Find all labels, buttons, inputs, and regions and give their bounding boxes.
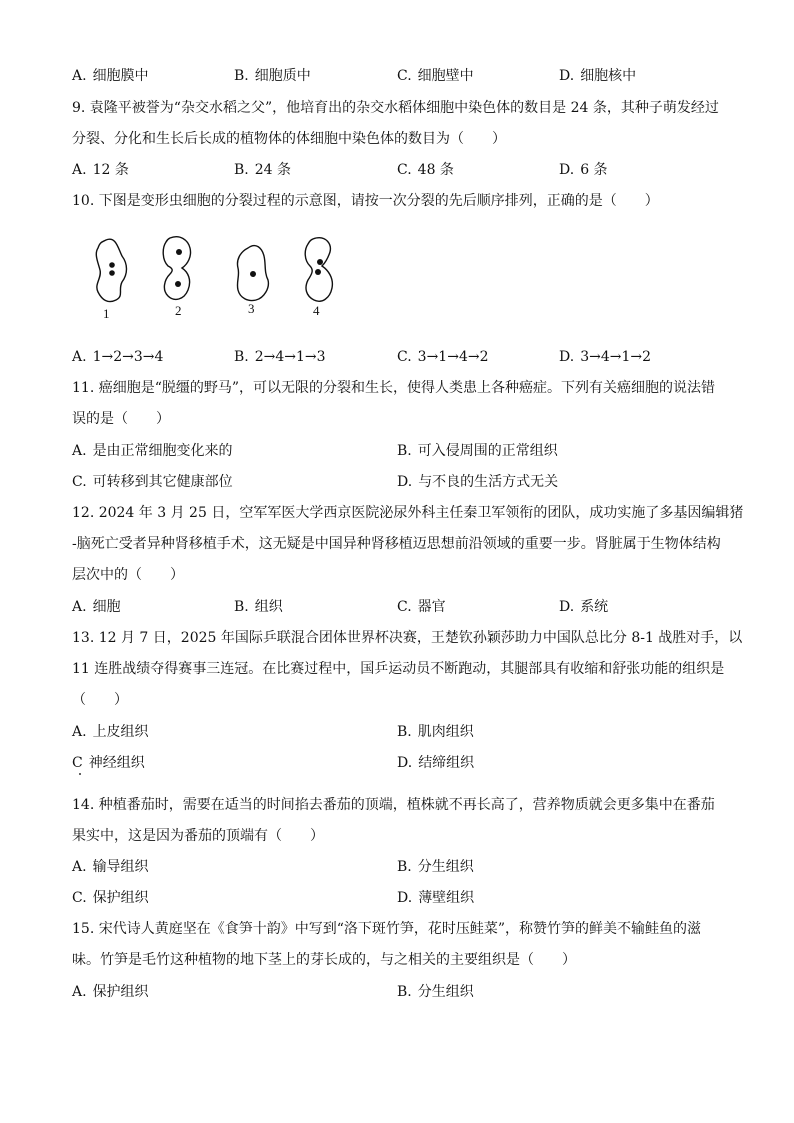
q9-stem-line-1: 9. 袁隆平被誉为“杂交水稻之父”，他培育出的杂交水稻体细胞中染色体的数目是 24 条，其种子萌发经过: [72, 100, 719, 116]
q12-stem-line-2: -脑死亡受者异种肾移植手术，这无疑是中国异种肾移植迈思想前沿领域的重要一步。肾脏属于生物体结构: [72, 536, 721, 552]
q11-option-d: D. 与不良的生活方式无关: [397, 474, 559, 490]
q13-option-d: D. 结缔组织: [397, 755, 475, 771]
q9-option-a: A. 12 条: [72, 162, 129, 178]
q11-option-a: A. 是由正常细胞变化来的: [72, 443, 233, 459]
q13-option-c: C 神经组织: [72, 755, 145, 771]
amoeba-division-figure: [88, 234, 348, 324]
q13-option-a: A. 上皮组织: [72, 724, 149, 740]
q10-option-a: A. 1→2→3→4: [72, 349, 164, 365]
amoeba-cell-2: [163, 237, 190, 300]
q15-stem-line-1: 15. 宋代诗人黄庭坚在《食笋十韵》中写到“洛下斑竹笋，花时压鲑菜”，称赞竹笋的鲜美不输鲑鱼的滋: [72, 921, 702, 937]
q15-stem-line-2: 味。竹笋是毛竹这种植物的地下茎上的芽长成的，与之相关的主要组织是（ ）: [72, 952, 576, 968]
q10-option-b: B. 2→4→1→3: [234, 349, 326, 365]
q12-option-b: B. 组织: [234, 599, 283, 615]
q14-option-c: C. 保护组织: [72, 890, 149, 906]
q8-option-b: B. 细胞质中: [234, 68, 311, 84]
amoeba-cell-3: [237, 246, 268, 301]
q13-option-b: B. 肌肉组织: [397, 724, 474, 740]
q12-stem-line-3: 层次中的（ ）: [72, 567, 184, 583]
q12-option-c: C. 器官: [397, 599, 446, 615]
q11-option-c: C. 可转移到其它健康部位: [72, 474, 233, 490]
q10-option-c: C. 3→1→4→2: [397, 349, 489, 365]
stray-dot: [79, 773, 81, 775]
q12-option-d: D. 系统: [559, 599, 609, 615]
q10-stem-line-1: 10. 下图是变形虫细胞的分裂过程的示意图，请按一次分裂的先后顺序排列，正确的是（ ）: [72, 193, 659, 209]
q13-stem-line-3: （ ）: [72, 692, 128, 708]
q8-option-c: C. 细胞壁中: [397, 68, 474, 84]
q15-option-a: A. 保护组织: [72, 984, 149, 1000]
q11-stem-line-2: 误的是（ ）: [72, 411, 170, 427]
q9-option-c: C. 48 条: [397, 162, 454, 178]
q9-option-b: B. 24 条: [234, 162, 292, 178]
q11-option-b: B. 可入侵周围的正常组织: [397, 443, 558, 459]
q14-option-b: B. 分生组织: [397, 859, 474, 875]
q13-stem-line-2: 11 连胜战绩夺得赛事三连冠。在比赛过程中，国乒运动员不断跑动，其腿部具有收缩和舒张功能的组织是: [72, 661, 725, 677]
figure-label-1: 1: [103, 306, 110, 321]
figure-label-4: 4: [313, 303, 320, 318]
q8-option-d: D. 细胞核中: [559, 68, 637, 84]
q14-stem-line-2: 果实中，这是因为番茄的顶端有（ ）: [72, 828, 324, 844]
q13-stem-line-1: 13. 12 月 7 日，2025 年国际乒联混合团体世界杯决赛，王楚钦孙颖莎助力中国队总比分 8-1 战胜对手，以: [72, 630, 743, 646]
q8-option-a: A. 细胞膜中: [72, 68, 149, 84]
q10-option-d: D. 3→4→1→2: [559, 349, 652, 365]
q12-stem-line-1: 12. 2024 年 3 月 25 日，空军军医大学西京医院泌尿外科主任秦卫军领衔的团队，成功实施了多基因编辑猪: [72, 505, 744, 521]
amoeba-cell-1: [96, 239, 126, 301]
q9-option-d: D. 6 条: [559, 162, 608, 178]
figure-label-2: 2: [175, 303, 182, 318]
q14-stem-line-1: 14. 种植番茄时，需要在适当的时间掐去番茄的顶端，植株就不再长高了，营养物质就会更多集中在番茄: [72, 797, 715, 813]
figure-label-3: 3: [248, 301, 255, 316]
q12-option-a: A. 细胞: [72, 599, 121, 615]
q11-stem-line-1: 11. 癌细胞是“脱缰的野马”，可以无限的分裂和生长，使得人类患上各种癌症。下列有关癌细胞的说法错: [72, 380, 716, 396]
q14-option-d: D. 薄壁组织: [397, 890, 475, 906]
q14-option-a: A. 输导组织: [72, 859, 149, 875]
q15-option-b: B. 分生组织: [397, 984, 474, 1000]
q9-stem-line-2: 分裂、分化和生长后长成的植物体的体细胞中染色体的数目为（ ）: [72, 131, 506, 147]
amoeba-cell-4: [305, 238, 332, 302]
